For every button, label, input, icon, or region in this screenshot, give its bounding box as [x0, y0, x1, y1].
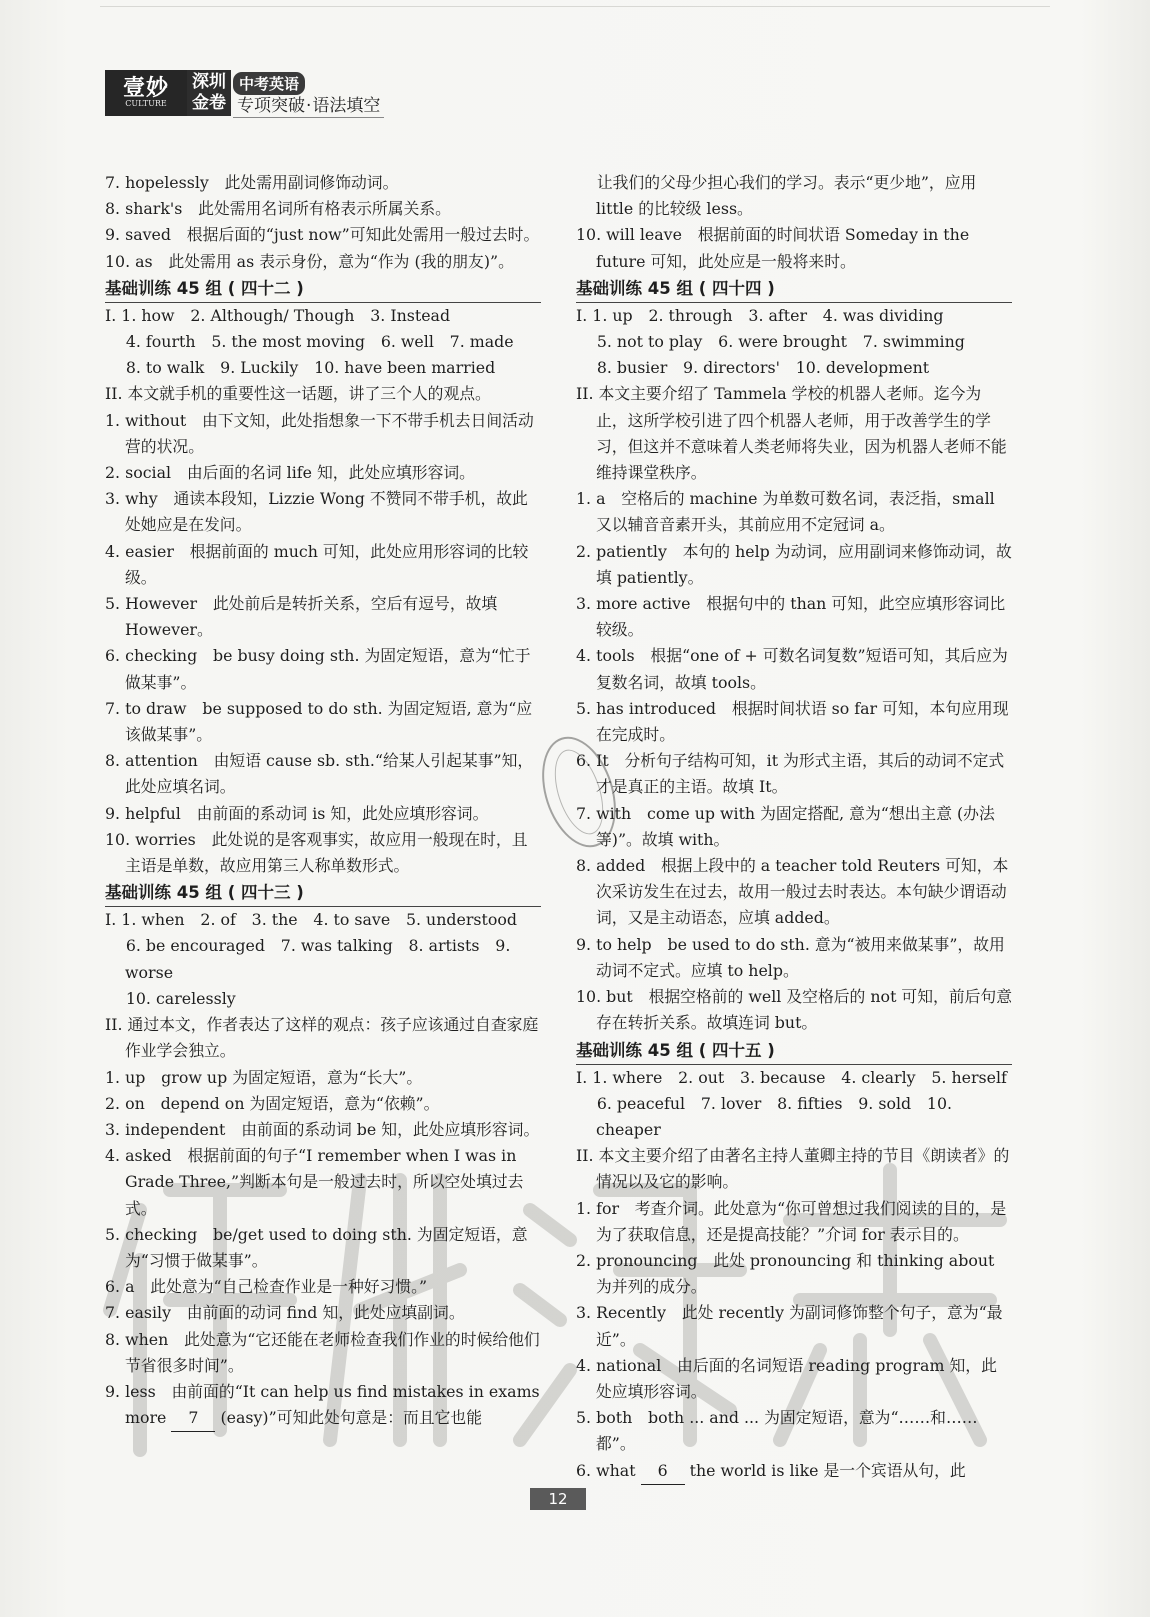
answer-item: I. 1. up 2. through 3. after 4. was dividing [576, 305, 944, 325]
answer-item: 让我们的父母少担心我们的学习。表示“更少地”，应用 little 的比较级 less。 [576, 173, 977, 219]
answer-item: 5. has introduced 根据时间状语 so far 可知，本句应用现在完成时。 [576, 698, 1009, 745]
answer-item: 2. on depend on 为固定短语，意为“依赖”。 [105, 1093, 440, 1113]
answer-item: 10. will leave 根据前面的时间状语 Someday in the future 可知，此处应是一般将来时。 [576, 225, 970, 271]
answer-text-after: the world is like 是一个宾语从句，此 [689, 1460, 966, 1480]
answer-item: 7. easily 由前面的动词 find 知，此处应填副词。 [105, 1303, 465, 1323]
answer-item: 8. attention 由短语 cause sb. sth.“给某人引起某事”知，此处应填名词。 [105, 751, 534, 797]
answer-item [105, 1379, 541, 1432]
answer-item: 10. carelessly [105, 988, 236, 1008]
answer-item: 2. pronouncing 此处 pronouncing 和 thinking about 为并列的成分。 [576, 1250, 995, 1297]
answer-item: 6. a 此处意为“自己检查作业是一种好习惯。” [105, 1277, 428, 1297]
answer-item: 8. when 此处意为“它还能在老师检查我们作业的时候给他们节省很多时间”。 [105, 1329, 540, 1375]
answer-item: 1. a 空格后的 machine 为单数可数名词，表泛指，small 又以辅音音素开头，其前应用不定冠词 a。 [576, 489, 995, 535]
answer-item: 9. to help be used to do sth. 意为“被用来做某事”，故用动词不定式。应填 to help。 [576, 934, 1005, 980]
left-column [105, 170, 541, 1432]
subject-tag: 中考英语 [233, 72, 305, 95]
answer-item: 6. checking be busy doing sth. 为固定短语，意为“忙于做某事”。 [105, 646, 531, 692]
answer-item: I. 1. how 2. Although/ Though 3. Instead [105, 305, 451, 325]
answer-item: 6. It 分析句子结构可知，it 为形式主语，其后的动词不定式才是真正的主语。故填 It。 [576, 751, 1005, 797]
answer-text: 9. less 由前面的“It can help us find mistakes in exams more [105, 1381, 540, 1428]
answer-item: 8. to walk 9. Luckily 10. have been married [105, 358, 496, 378]
answer-item: 7. with come up with 为固定搭配, 意为“想出主意 (办法等)”。故填 with。 [576, 803, 995, 849]
answer-item: 3. independent 由前面的系动词 be 知，此处应填形容词。 [105, 1119, 540, 1139]
answer-item: 5. However 此处前后是转折关系，空后有逗号，故填 However。 [105, 594, 498, 640]
right-column [576, 170, 1012, 1485]
brand-top: 深圳 [192, 72, 226, 92]
answer-item: 5. not to play 6. were brought 7. swimming [576, 332, 965, 352]
answer-item: 9. saved 根据后面的“just now”可知此处需用一般过去时。 [105, 225, 540, 245]
section-heading: 基础训练 45 组 ( 四十三 ) [105, 880, 541, 907]
book-subtitle [233, 95, 384, 118]
answer-item: 3. why 通读本段知，Lizzie Wong 不赞同不带手机，故此处她应是在发问。 [105, 489, 528, 535]
logo-subtext: CULTURE [125, 99, 167, 108]
answer-item: II. 通过本文，作者表达了这样的观点：孩子应该通过自查家庭作业学会独立。 [105, 1015, 539, 1061]
subtitle-part-a: 专项突破 [237, 96, 305, 116]
series-brand [187, 70, 231, 116]
answer-item: 10. but 根据空格前的 well 及空格后的 not 可知，前后句意存在转折关系。故填连词 but。 [576, 987, 1013, 1033]
answer-item: 5. checking be/get used to doing sth. 为固定短语，意为“习惯于做某事”。 [105, 1224, 528, 1270]
answer-item: II. 本文主要介绍了由著名主持人董卿主持的节目《朗读者》的情况以及它的影响。 [576, 1146, 1010, 1192]
answer-item: 1. for 考查介词。此处意为“你可曾想过我们阅读的目的，是为了获取信息，还是提高技能？”介词 for 表示目的。 [576, 1198, 1007, 1244]
publisher-logo [105, 70, 187, 116]
answer-item [576, 1458, 1012, 1485]
answer-item: 8. shark's 此处需用名词所有格表示所属关系。 [105, 199, 451, 219]
answer-item: 6. be encouraged 7. was talking 8. artists 9. worse [105, 936, 511, 982]
answer-item: 4. national 由后面的名词短语 reading program 知，此处应填形容词。 [576, 1355, 997, 1401]
answer-item: II. 本文主要介绍了 Tammela 学校的机器人老师。迄今为止，这所学校引进了四个机器人老师，用于改善学生的学习，但这并不意味着人类老师将失业，因为机器人老师不能维持课堂秩序。 [576, 384, 1007, 483]
answer-text: 6. what [576, 1460, 636, 1480]
answer-item: 4. tools 根据“one of + 可数名词复数”短语可知，其后应为复数名词，故填 tools。 [576, 646, 1008, 692]
subtitle-part-b: 语法填空 [312, 96, 381, 116]
answer-item: 1. without 由下文知，此处指想象一下不带手机去日间活动营的状况。 [105, 410, 534, 456]
answer-item: 4. fourth 5. the most moving 6. well 7. made [105, 332, 514, 352]
section-heading: 基础训练 45 组 ( 四十五 ) [576, 1038, 1012, 1065]
blank-number: 7 [171, 1405, 215, 1432]
page-number: 12 [530, 1488, 586, 1510]
section-heading: 基础训练 45 组 ( 四十二 ) [105, 276, 541, 303]
answer-item: I. 1. when 2. of 3. the 4. to save 5. understood [105, 910, 518, 930]
header-titles [231, 70, 384, 116]
section-heading: 基础训练 45 组 ( 四十四 ) [576, 276, 1012, 303]
answer-item: 7. to draw be supposed to do sth. 为固定短语, 意为“应该做某事”。 [105, 698, 533, 745]
answer-item: 4. asked 根据前面的句子“I remember when I was in Grade Three,”判断本句是一般过去时，所以空处填过去式。 [105, 1146, 524, 1218]
answer-item: II. 本文就手机的重要性这一话题，讲了三个人的观点。 [105, 384, 491, 404]
top-rule [100, 6, 1050, 7]
answer-item: 8. busier 9. directors' 10. development [576, 358, 930, 378]
answer-item: 5. both both ... and ... 为固定短语，意为“……和……都”。 [576, 1408, 978, 1454]
answer-item: 2. social 由后面的名词 life 知，此处应填形容词。 [105, 463, 475, 483]
answer-item: 3. more active 根据句中的 than 可知，此空应填形容词比较级。 [576, 594, 1006, 640]
answer-item: 8. added 根据上段中的 a teacher told Reuters 可知，本次采访发生在过去，故用一般过去时表达。本句缺少谓语动词，又是主动语态，应填 added。 [576, 856, 1009, 928]
answer-item: 2. patiently 本句的 help 为动词，应用副词来修饰动词，故填 patiently。 [576, 541, 1012, 587]
answer-item: 3. Recently 此处 recently 为副词修饰整个句子，意为“最近”。 [576, 1303, 1003, 1349]
answer-item: 10. worries 此处说的是客观事实，故应用一般现在时，且主语是单数，故应用第三人称单数形式。 [105, 829, 528, 876]
answer-item: 10. as 此处需用 as 表示身份，意为“作为 (我的朋友)”。 [105, 251, 514, 271]
answer-item: 9. helpful 由前面的系动词 is 知，此处应填形容词。 [105, 803, 489, 823]
brand-bottom: 金卷 [192, 93, 226, 113]
subtitle-separator: · [306, 96, 312, 116]
header [105, 70, 384, 116]
answer-text-after: (easy)”可知此处句意是：而且它也能 [220, 1408, 483, 1428]
answer-item: 1. up grow up 为固定短语，意为“长大”。 [105, 1067, 423, 1087]
answer-item: 4. easier 根据前面的 much 可知，此处应用形容词的比较级。 [105, 541, 529, 587]
answer-item: 6. peaceful 7. lover 8. fifties 9. sold 10. cheaper [576, 1093, 953, 1139]
answer-item: 7. hopelessly 此处需用副词修饰动词。 [105, 173, 399, 192]
blank-number: 6 [641, 1458, 685, 1485]
answer-item: I. 1. where 2. out 3. because 4. clearly 5. herself [576, 1067, 1007, 1087]
logo-text: 壹妙 [122, 75, 169, 101]
